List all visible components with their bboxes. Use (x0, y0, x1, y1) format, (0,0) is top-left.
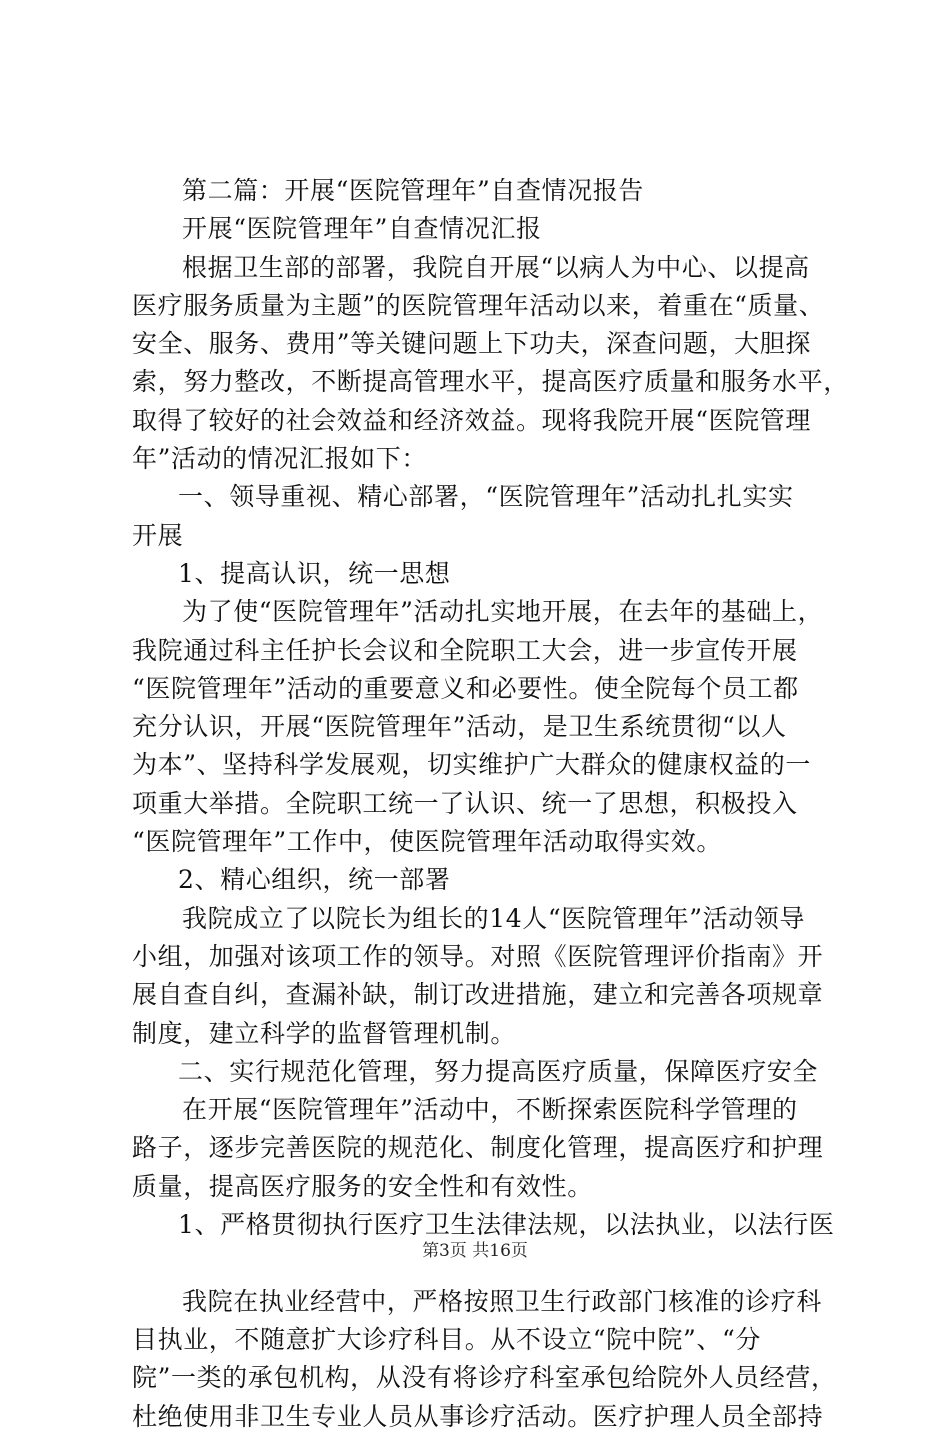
paragraph-line: 我院成立了以院长为组长的14人“医院管理年”活动领导 (182, 903, 805, 933)
paragraph-line: 项重大举措。全院职工统一了认识、统一了思想，积极投入 (132, 788, 798, 818)
document-subtitle: 开展“医院管理年”自查情况汇报 (182, 214, 542, 244)
paragraph-line: 路子，逐步完善医院的规范化、制度化管理，提高医疗和护理 (132, 1133, 824, 1163)
paragraph-line: 根据卫生部的部署，我院自开展“以病人为中心、以提高 (182, 252, 810, 282)
paragraph-line: 杜绝使用非卫生专业人员从事诊疗活动。医疗护理人员全部持 (132, 1401, 824, 1431)
paragraph-line: 院”一类的承包机构，从没有将诊疗科室承包给院外人员经营， (132, 1363, 837, 1393)
paragraph-line: 索，努力整改，不断提高管理水平，提高医疗质量和服务水平， (132, 367, 849, 397)
paragraph-line: 充分认识，开展“医院管理年”活动，是卫生系统贯彻“以人 (132, 712, 787, 742)
section-heading: 开展 (132, 520, 184, 550)
paragraph-line: 为了使“医院管理年”活动扎实地开展，在去年的基础上， (182, 597, 824, 627)
paragraph-line: 在开展“医院管理年”活动中，不断探索医院科学管理的 (182, 1095, 798, 1125)
paragraph-line: 取得了较好的社会效益和经济效益。现将我院开展“医院管理 (132, 405, 811, 435)
paragraph-line: 为本”、坚持科学发展观，切实维护广大群众的健康权益的一 (132, 750, 811, 780)
subsection-heading: 1、严格贯彻执行医疗卫生法律法规，以法执业，以法行医 (178, 1210, 835, 1240)
subsection-heading: 1、提高认识，统一思想 (178, 558, 451, 588)
paragraph-line: 小组，加强对该项工作的领导。对照《医院管理评价指南》开 (132, 941, 824, 971)
section-heading: 二、实行规范化管理，努力提高医疗质量，保障医疗安全 (178, 1056, 819, 1086)
paragraph-line: 目执业，不随意扩大诊疗科目。从不设立“院中院”、“分 (132, 1324, 761, 1354)
document-title: 第二篇：开展“医院管理年”自查情况报告 (182, 176, 644, 205)
paragraph-line: 展自查自纠，查漏补缺，制订改进措施，建立和完善各项规章 (132, 980, 824, 1010)
paragraph-line: 我院通过科主任护长会议和全院职工大会，进一步宣传开展 (132, 635, 798, 665)
paragraph-line: “医院管理年”活动的重要意义和必要性。使全院每个员工都 (132, 673, 799, 703)
paragraph-line: 年”活动的情况汇报如下： (132, 444, 427, 474)
section-heading: 一、领导重视、精心部署，“医院管理年”活动扎扎实实 (178, 482, 794, 512)
paragraph-line: 医疗服务质量为主题”的医院管理年活动以来，着重在“质量、 (132, 290, 825, 320)
paragraph-line: 质量，提高医疗服务的安全性和有效性。 (132, 1171, 593, 1201)
paragraph-line: 安全、服务、费用”等关键问题上下功夫，深查问题，大胆探 (132, 329, 811, 359)
paragraph-line: 我院在执业经营中，严格按照卫生行政部门核准的诊疗科 (182, 1286, 823, 1316)
paragraph-line: 制度，建立科学的监督管理机制。 (132, 1018, 517, 1048)
subsection-heading: 2、精心组织，统一部署 (178, 865, 451, 895)
page-number: 第3页 共16页 (422, 1241, 528, 1261)
paragraph-line: “医院管理年”工作中，使医院管理年活动取得实效。 (132, 827, 722, 857)
